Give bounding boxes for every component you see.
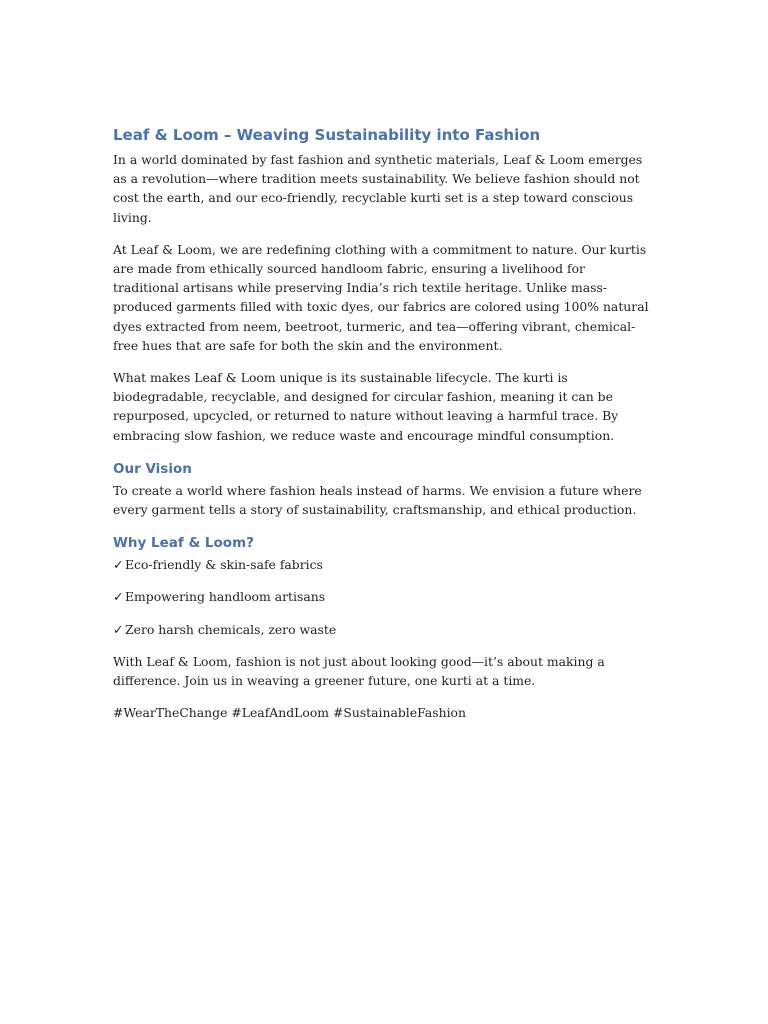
intro-paragraph: In a world dominated by fast fashion and synthetic materials, Leaf & Loom emerges as a revolution—where tradition meets sustainability. We believe fashion should not cost the earth, and our eco-friendly, recyclable kurti set is a step toward conscious living.: [113, 152, 643, 225]
list-item-text: Empowering handloom artisans: [125, 589, 326, 605]
document-title: Leaf & Loom – Weaving Sustainability into Fashion: [113, 126, 541, 144]
list-item: [113, 620, 653, 639]
list-item: [113, 587, 653, 606]
why-list: [113, 555, 653, 639]
list-item-text: Eco-friendly & skin-safe fabrics: [125, 557, 323, 573]
commitment-paragraph: At Leaf & Loom, we are redefining clothing with a commitment to nature. Our kurtis are made from ethically sourced handloom fabric, ensuring a livelihood for traditional artisans while preserving India’s rich textile heritage. Unlike mass-produced garments filled with toxic dyes, our fabrics are colored using 100% natural dyes extracted from neem, beetroot, turmeric, and tea—offering vibrant, chemical-free hues that are safe for both the skin and the environment.: [113, 241, 649, 353]
check-mark-icon: ✓: [113, 621, 124, 637]
list-item-text: Zero harsh chemicals, zero waste: [125, 621, 337, 637]
why-heading: Why Leaf & Loom?: [113, 535, 254, 552]
document-page: [113, 124, 653, 735]
check-mark-icon: ✓: [113, 589, 124, 605]
closing-paragraph: With Leaf & Loom, fashion is not just about looking good—it’s about making a difference. Join us in weaving a greener future, one kurti at a time.: [113, 653, 605, 689]
check-mark-icon: ✓: [113, 557, 124, 573]
hashtags: #WearTheChange #LeafAndLoom #SustainableFashion: [113, 705, 466, 721]
list-item: [113, 555, 653, 574]
lifecycle-paragraph: What makes Leaf & Loom unique is its sustainable lifecycle. The kurti is biodegradable, recyclable, and designed for circular fashion, meaning it can be repurposed, upcycled, or returned to nature without leaving a harmful trace. By embracing slow fashion, we reduce waste and encourage mindful consumption.: [113, 370, 619, 443]
vision-heading: Our Vision: [113, 460, 192, 477]
vision-paragraph: To create a world where fashion heals instead of harms. We envision a future where every garment tells a story of sustainability, craftsmanship, and ethical production.: [113, 482, 642, 518]
